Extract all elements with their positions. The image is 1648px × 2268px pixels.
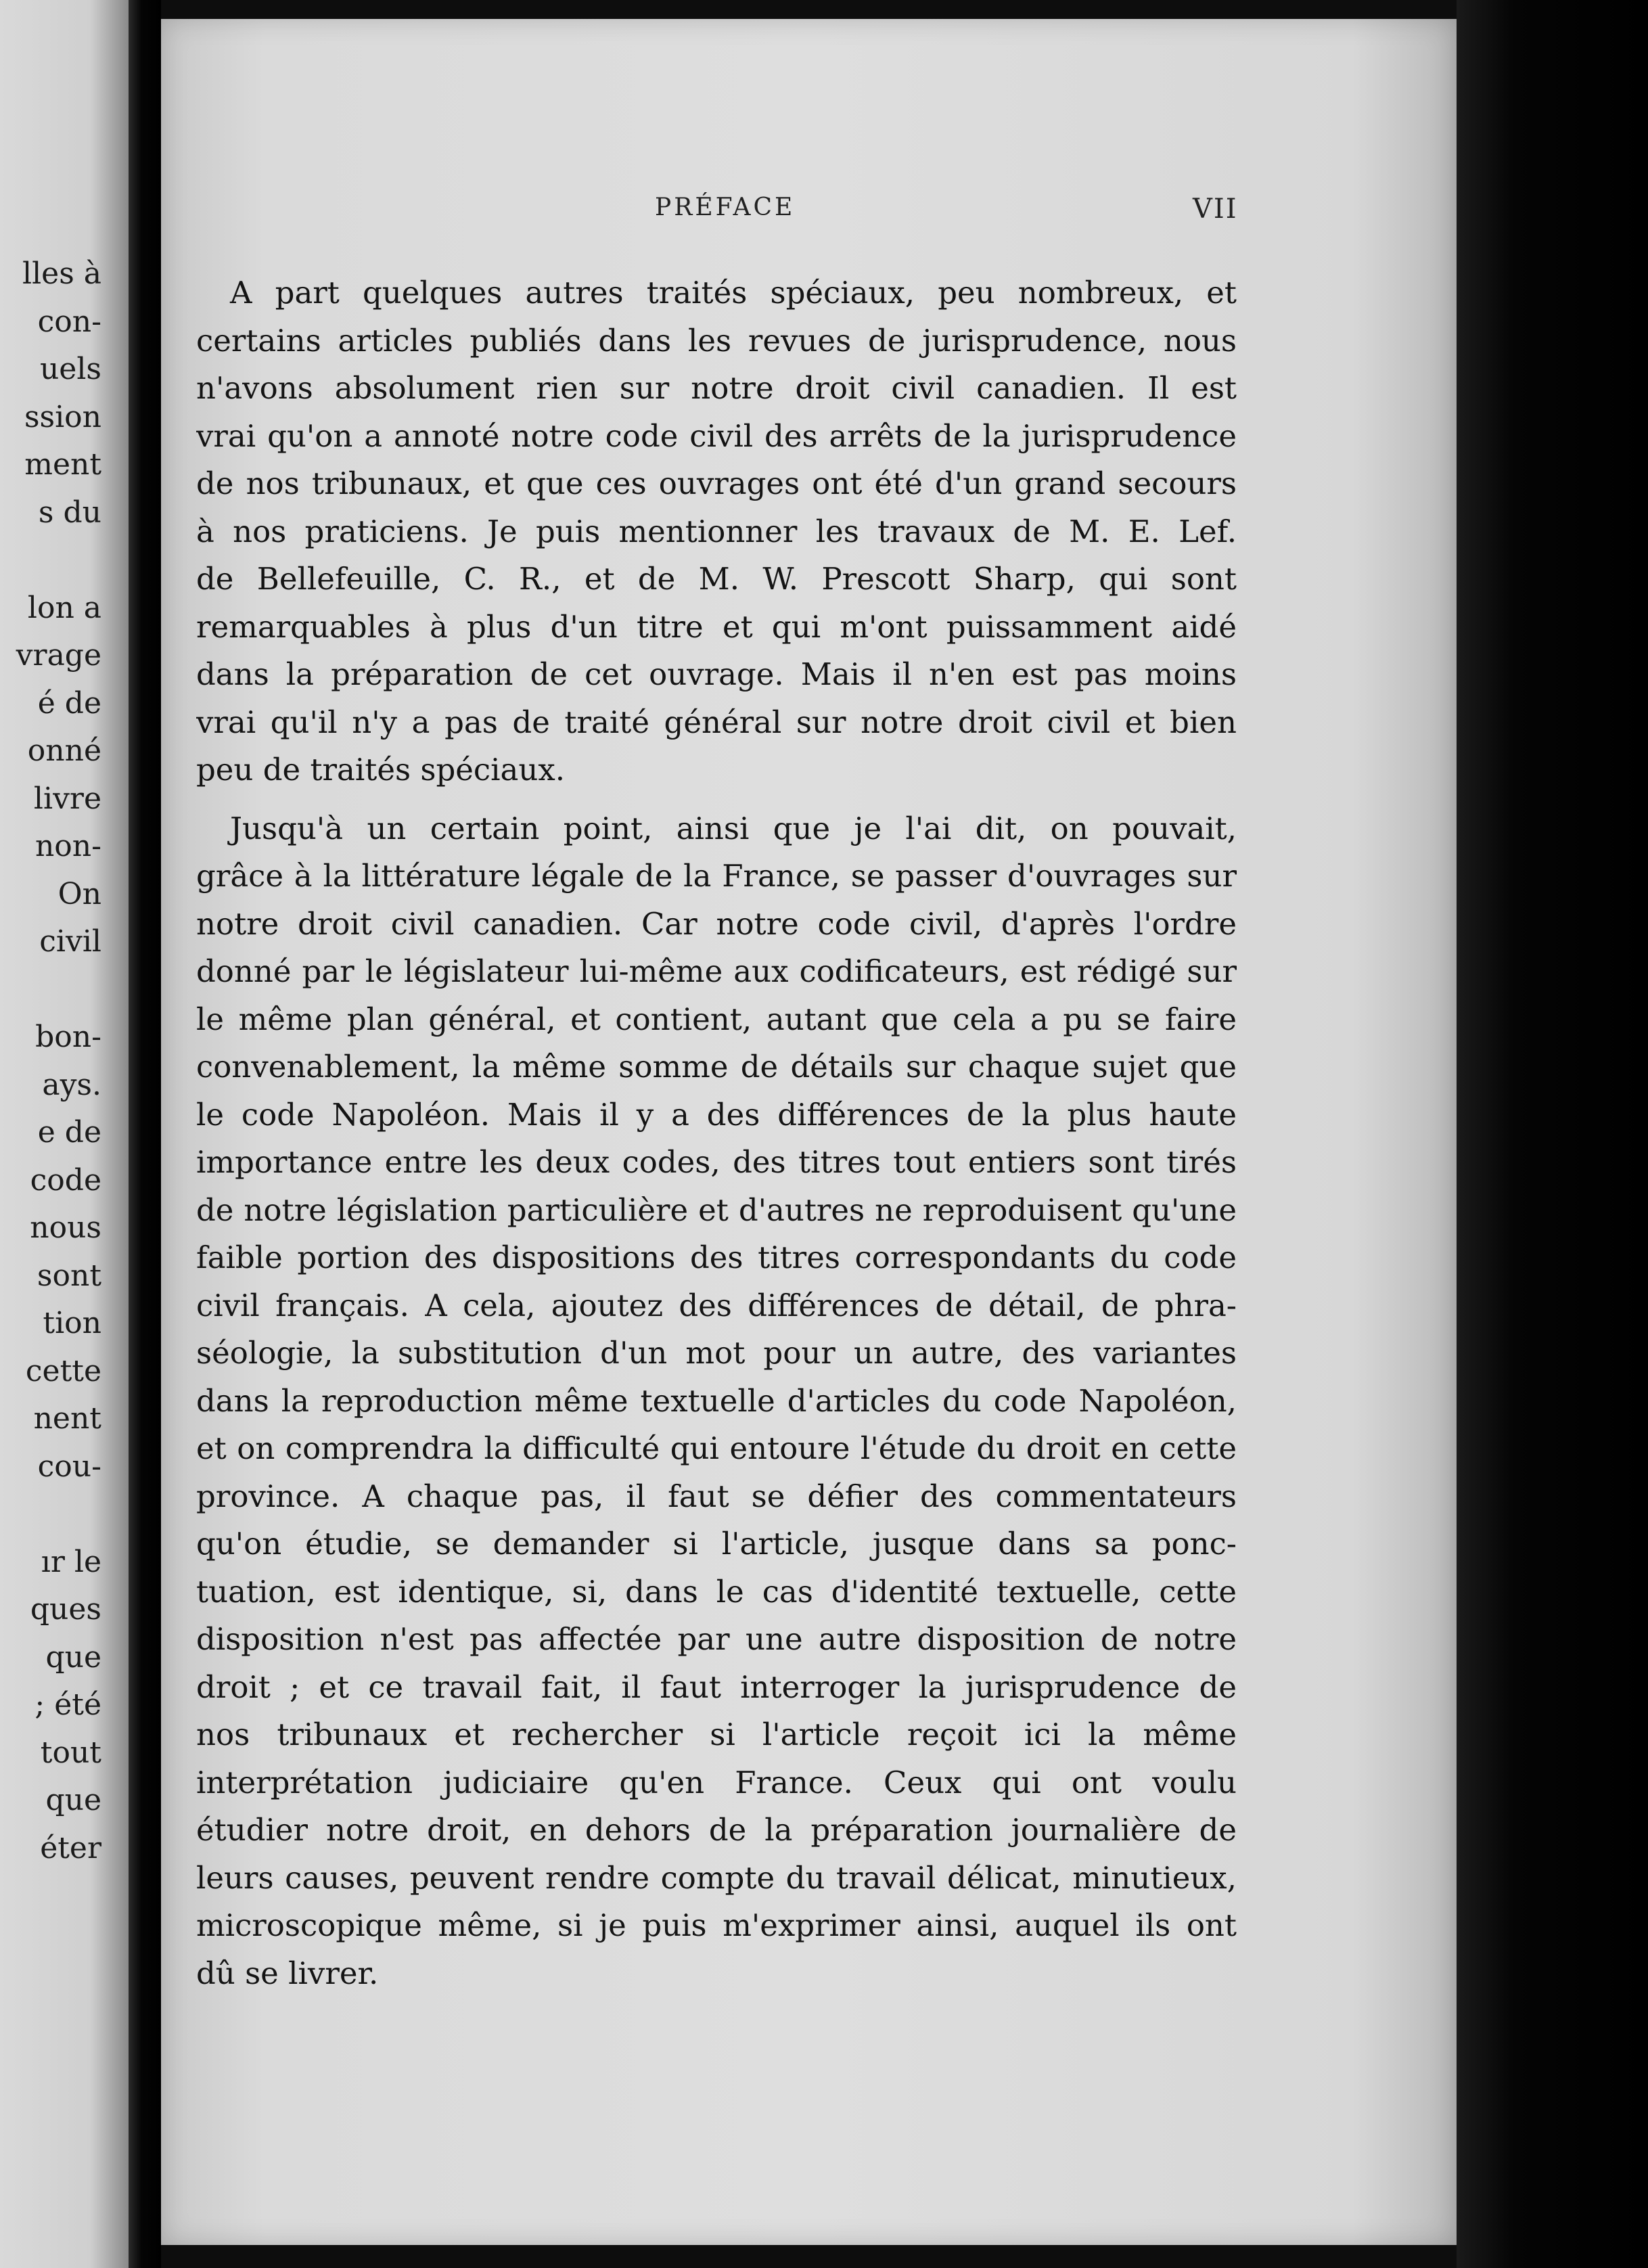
running-head [161,194,1457,234]
left-page-line: s du [38,495,101,530]
text-line: à nos praticiens. Je puis mentionner les travaux de M. E. Lef. [196,513,1237,549]
left-page-line: cou- [37,1449,101,1484]
left-page-line: lles à [22,256,101,291]
book-gutter [129,0,161,2268]
page-body [196,269,1237,1997]
text-line: leurs causes, peuvent rendre compte du travail délicat, minutieux, [196,1859,1237,1896]
left-page-line: con- [37,304,101,339]
text-line: de Bellefeuille, C. R., et de M. W. Prescott Sharp, qui sont [196,561,1237,597]
left-page-line: livre [33,781,101,816]
left-page-line [0,537,101,585]
text-line: de nos tribunaux, et que ces ouvrages ont été d'un grand secours [196,466,1237,501]
left-page-line: civil [39,924,101,959]
text-line: faible portion des dispositions des titres correspondants du code [196,1240,1237,1275]
left-page-line: vrage [16,638,101,673]
text-line: le même plan général, et contient, autant que cela a pu se faire [196,1001,1237,1037]
left-page-line: nous [30,1210,101,1245]
text-line: n'avons absolument rien sur notre droit civil canadien. Il est [196,370,1237,406]
text-line: de notre législation particulière et d'autres ne reproduisent qu'une [196,1192,1237,1228]
text-line: convenablement, la même somme de détails sur chaque sujet que [196,1049,1237,1085]
text-line: remarquables à plus d'un titre et qui m'ont puissamment aidé [196,608,1237,645]
left-page-line: é de [37,685,101,721]
text-line: nos tribunaux et rechercher si l'article reçoit ici la même [196,1717,1237,1752]
text-line: A part quelques autres traités spéciaux, peu nombreux, et [230,275,1237,311]
left-page-line [0,1491,101,1539]
left-page-line: uels [39,352,101,386]
left-page-text [0,250,101,1872]
left-page-line: ment [24,447,101,482]
text-line: Jusqu'à un certain point, ainsi que je l'ai dit, on pouvait, [230,810,1237,846]
text-line: grâce à la littérature légale de la France, se passer d'ouvrages sur [196,858,1237,894]
left-page-line: cette [25,1353,101,1388]
left-page-line: nent [33,1401,101,1436]
left-facing-page [0,0,129,2268]
left-page-line: ; été [35,1687,101,1722]
text-line: vrai qu'il n'y a pas de traité général sur notre droit civil et bien [196,704,1237,740]
text-line: le code Napoléon. Mais il y a des différences de la plus haute [196,1096,1237,1133]
left-page-line: non- [35,829,101,863]
text-line: certains articles publiés dans les revues de jurisprudence, nous [196,322,1237,359]
text-line: importance entre les deux codes, des titres tout entiers sont tirés [196,1144,1237,1180]
text-line: droit ; et ce travail fait, il faut interroger la jurisprudence de [196,1669,1237,1705]
text-line: tuation, est identique, si, dans le cas d'identité textuelle, cette [196,1573,1237,1610]
paragraph [196,805,1237,1998]
left-page-line: bon- [35,1020,101,1054]
left-page-line: tout [40,1735,101,1770]
book-page [161,19,1457,2245]
text-line: séologie, la substitution d'un mot pour un autre, des variantes [196,1335,1237,1371]
paragraph [196,269,1237,794]
left-page-line: On [58,876,101,911]
left-page-line: e de [37,1115,101,1150]
text-line: étudier notre droit, en dehors de la préparation journalière de [196,1812,1237,1848]
text-line: dans la préparation de cet ouvrage. Mais il n'en est pas moins [196,656,1237,692]
text-line: qu'on étudie, se demander si l'article, jusque dans sa ponc- [196,1526,1237,1562]
text-line: vrai qu'on a annoté notre code civil des arrêts de la jurisprudence [196,417,1237,454]
text-line: interprétation judiciaire qu'en France. Ceux qui ont voulu [196,1764,1237,1800]
text-line: civil français. A cela, ajoutez des différences de détail, de phra- [196,1287,1237,1323]
running-title: PRÉFACE [655,194,796,221]
left-page-line: code [30,1162,101,1198]
left-page-line [0,966,101,1014]
left-page-line: onné [27,733,101,768]
text-line: province. A chaque pas, il faut se défier des commentateurs [196,1478,1237,1514]
scan-border [1457,0,1648,2268]
left-page-line: ır le [41,1544,101,1579]
left-page-line: sont [37,1258,101,1293]
left-page-line: lon a [27,590,101,625]
page-number: VII [1193,194,1238,225]
text-line: notre droit civil canadien. Car notre code civil, d'après l'ordre [196,905,1237,942]
text-line: microscopique même, si je puis m'exprimer ainsi, auquel ils ont [196,1907,1237,1943]
left-page-line: ques [30,1592,101,1627]
left-page-line: que [45,1783,101,1817]
left-page-line: ssion [24,399,101,434]
text-line: et on comprendra la difficulté qui entoure l'étude du droit en cette [196,1430,1237,1466]
text-line: dû se livrer. [196,1955,379,1991]
text-line: dans la reproduction même textuelle d'articles du code Napoléon, [196,1382,1237,1419]
text-line: disposition n'est pas affectée par une autre disposition de notre [196,1621,1237,1657]
text-line: donné par le législateur lui-même aux codificateurs, est rédigé sur [196,953,1237,989]
left-page-line: éter [40,1830,101,1865]
left-page-line: que [45,1639,101,1675]
left-page-line: ays. [42,1067,101,1102]
left-page-line: tion [43,1306,101,1340]
text-line: peu de traités spéciaux. [196,752,566,788]
